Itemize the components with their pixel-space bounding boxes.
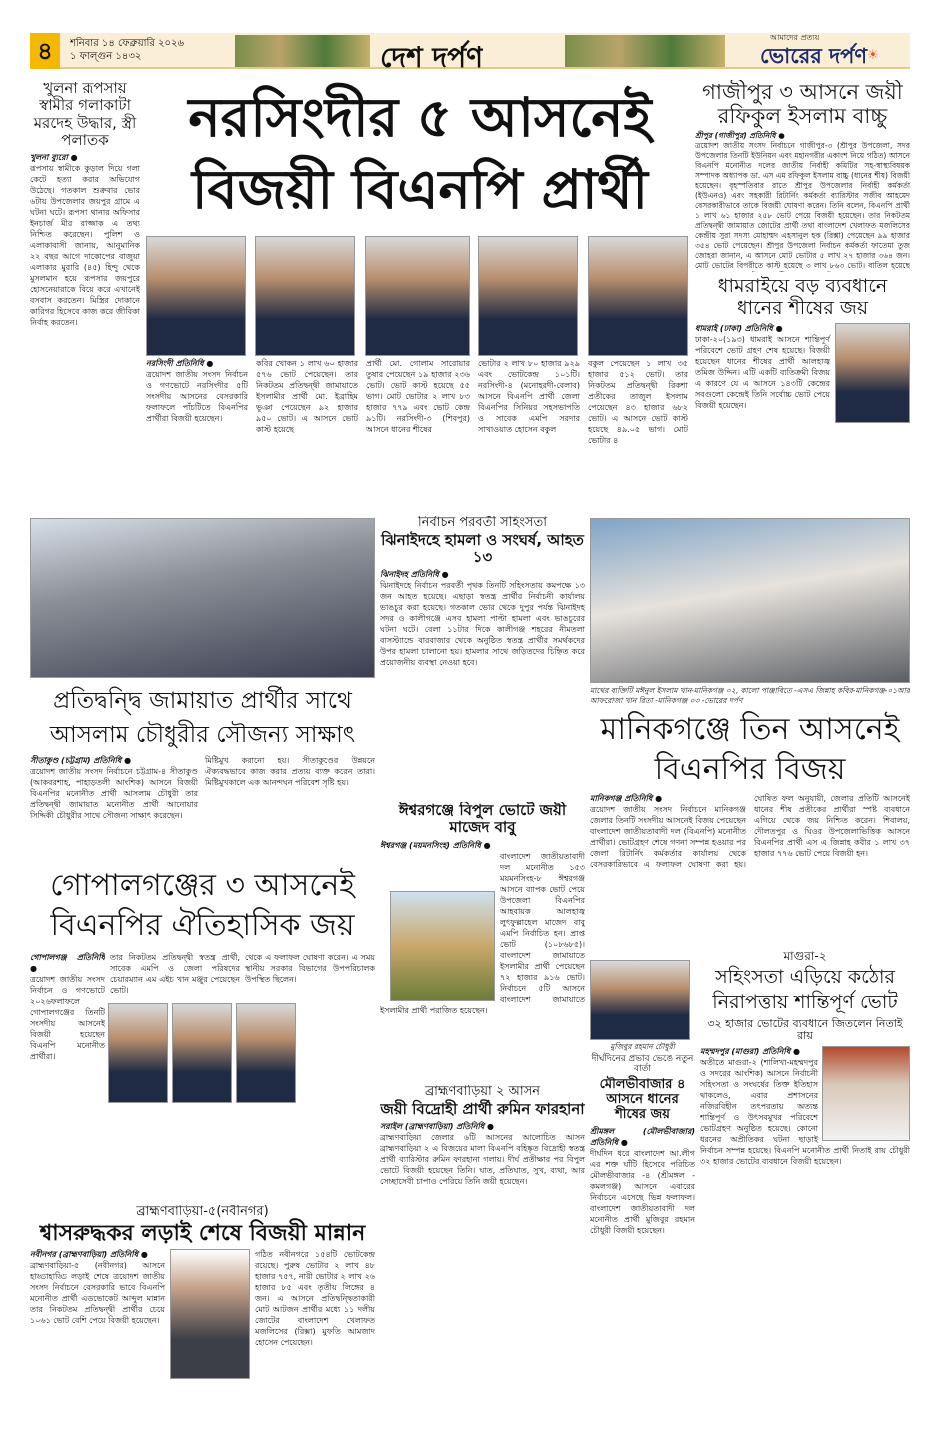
article-body: ত্রয়োদশ জাতীয় সংসদ নির্বাচনে চট্টগ্রাম-৪ সীতাকুণ্ড (আকবরশাহ, পাহাড়তলী আংশিক) আসনে বিজয়ী বিএনপির মনোনীত প্রার্থী আসলাম চৌধুরী তার প্রতিদ্বন্দ্বী জামায়াত মনোনীত প্রার্থী আনোয়ার সিদ্দিকী চৌধুরীর সাথে সৌজন্য সাক্ষাৎ করেছেন। [30,767,198,820]
jamaat-story [30,684,375,860]
candidate-photo [822,1046,910,1141]
manikganj-article [590,793,910,870]
narsingdi-article-col: ভোটার ২ লাখ ৮০ হাজার ৯২৯ এবং ভোটকেন্দ্র ১০১টি। নরসিংদী-৪ (মনোহরদী-বেলাব) আসনে বিএনপি প্রার্থী জেলা বিএনপির সিনিয়র সহসভাপতি ও সাবেক এমপি সরদার সাখাওয়াত হোসেন বকুল [478,359,580,434]
meeting-photo [30,518,375,678]
ishwarganj-story [380,802,585,1080]
byline: ধামরাই (ঢাকা) প্রতিনিধি ● [695,323,783,333]
jhenaidah-kicker: নির্বাচন পরবর্তী সহিংসতা [417,516,548,530]
moulvibazar-headline: মৌলভীবাজার ৪ আসনে ধানের শীষের জয় [599,1076,686,1122]
jhenaidah-article [380,569,585,668]
newspaper-logo [760,43,879,68]
brahmanbaria2-headline: জয়ী বিদ্রোহী প্রার্থী রুমিন ফারহানা [380,1099,585,1118]
brahmanbaria2-story [380,1085,585,1440]
issue-date [70,37,184,63]
ishwarganj-headline: ঈশ্বরগঞ্জে বিপুল ভোটে জয়ী মাজেদ বাবু [398,802,567,837]
mannan-headline: শ্বাসরুদ্ধকর লড়াই শেষে বিজয়ী মান্নান [39,1220,366,1246]
article-body: ত্রয়োদশ জাতীয় সংসদ নির্বাচনে মানিকগঞ্জ জেলার তিনটি সংসদীয় আসনেই বিজয় পেয়েছেন বাংলাদেশ জাতীয়তাবাদী দল (বিএনপি) মনোনীত প্রার্থীরা। ভোটগ্রহণ শেষে গণনা সম্পন্ন হওয়ার পর জেলা রিটার্নিং কর্মকর্তার কার্যালয় থেকে বেসরকারিভাবে এ ফলাফল ঘোষণা করা হয়। ঘোষিত ফল অনুযায়ী, জেলার প্রতিটি আসনেই ধানের শীষ প্রতীকের প্রার্থীরা স্পষ্ট ব্যবধানে এগিয়ে থেকে জয় নিশ্চিত করেন। শিবালয়, দৌলতপুর ও ঘিওর উপজেলাভিত্তিক আসনে বিএনপির প্রার্থী এস এ জিন্নাহ কবীর ১ লাখ ৩৭ হাজার ৭৭৬ ভোট পেয়ে বিজয়ী হন। [590,794,910,869]
magura-headline: সহিংসতা এড়িয়ে কঠোর নিরাপত্তায় শান্তিপূর্ণ ভোট [712,965,898,1013]
article-body: বাংলাদেশ জাতীয়তাবাদী দল মনোনীত ১৫৩ ময়মনসিংহ-৮ ঈশ্বরগঞ্জ আসনে ব্যাপক ভোট পেয়ে উপজেলা বিএনপির আহবায়ক আলহাজ্ব লুৎফুল্লাহেল মাজেদ বাবু এমপি নির্বাচিত হন। প্রাপ্ত ভোট (১০৮৬৮৫)। বাংলাদেশ জামায়াতে ইসলামীর প্রার্থী পেয়েছেন ৭২ হাজার ৯১৬ ভোট। নির্বাচনে ৫টি আসনে বাংলাদেশ জামায়াতে ইসলামীর প্রার্থী পরাজিত হয়েছেন। [380,851,585,1015]
jamaat-article-col [30,755,198,821]
headline-line: গোপালগঞ্জের ৩ আসনেই [50,868,355,903]
narsingdi-article-col: প্রার্থী মো. গোলাম সারোয়ার তুষার পেয়েছেন ১৯ হাজার ২৩৬ ভোট। ভোট কাস্ট হয়েছে ৫৫ ভাগ। মোট ভোটার ২ লাখ ৮৩ হাজার ৭৭৯ এবং ভোট কেন্দ্র ৯১টি। নরসিংদী-৩ (শিবপুর) আসনে ধানের শীষের [366,359,470,434]
byline: নরসিংদী প্রতিনিধি ● [146,359,214,368]
magura-subhead: ৩২ হাজার ভোটের ব্যবধানে জিতলেন নিতাই রায় [707,1016,903,1043]
mannan-article-col: গঠিত নবীনগরে ১৫৪টি ভোটকেন্দ্র রয়েছে। পুরুষ ভোটার ২ লাখ ৪৮ হাজার ৭৫৭, নারী ভোটার ২ লাখ ২৬ হাজার ৮৫ এবং তৃতীয় লিঙ্গের ৪ জন। এ আসনে প্রতিদ্বন্দ্বিতাকারী মোট আটজন প্রার্থীর মধ্যে ১১ দলীয় জোটের বাংলাদেশ খেলাফত মজলিসের (রিক্সা) মুফতি আমজাদ হোসেন পেয়েছেন। [255,1250,375,1348]
gopalganj-article-col: তার নিকটতম প্রতিদ্বন্দ্বী স্বতন্ত্র প্রার্থী, সাবেক এমপি ও জেলা পরিষদের চেয়ারম্যান এম এইচ খান মঞ্জুর পেয়েছেন ভোট। [110,953,240,995]
date-gregorian: শনিবার ১৪ ফেব্রুয়ারি ২০২৬ [70,38,185,49]
magura-story [700,950,910,1440]
rally-photo [590,518,910,683]
byline: ঝিনাইদহ প্রতিনিধি ● [380,570,449,580]
header-photo-strip-left [235,35,370,67]
byline: খুলনা ব্যুরো ● [30,153,78,162]
headline-line: বিজয়ী বিএনপি প্রার্থী [192,158,648,221]
sun-icon: ☀ [867,48,879,63]
candidate-photo [170,1249,250,1379]
gopalganj-headline [30,866,375,950]
article-body: ত্রয়োদশ জাতীয় সংসদ নির্বাচনে গাজীপুর-৩ (শ্রীপুর উপজেলা, সদর উপজেলার তিনটি ইউনিয়ন এবং মহানগরীর একাংশ নিয়ে গঠিত) আসনে বিএনপি মনোনীত দলের জাতীয় নির্বাহী কমিটির সহ-স্বাস্থ্যবিষয়ক সম্পাদক অধ্যাপক ডা. এস এম রফিকুল ইসলাম বাচ্চু (ধানের শীষ) বিজয়ী হয়েছেন। বৃহস্পতিবার রাতে শ্রীপুর উপজেলার নির্বাহী কর্মকর্তা (ইউএনও) এবং সহকারী রিটার্নিং কর্মকর্তা ব্যারিস্টার সজীব আহমেদ বেসরকারীভাবে তাকে বিজয়ী ঘোষণা করেন। তিনি বলেন, বিএনপি প্রার্থী ১ লাখ ৬১ হাজার ২৫৮ ভোট পেয়ে বিজয়ী হয়েছেন। তার নিকটতম প্রতিদ্বন্দ্বী জামায়াত জোটের প্রার্থী তথা বাংলাদেশ খেলাফত মজলিসের কেন্দ্রীয় সুরা সদস্য মোহাম্মদ এহসানুল হক (রিক্সা) পেয়েছেন ৯৯ হাজার ৩৫৪ ভোট পেয়েছেন। শ্রীপুর উপজেলা নির্বাচন কর্মকর্তা ফাতেমা তুজ জোহরা জানান, এ আসনে মোট ভোটার ৫ লাখ ২৭ হাজার ৩৬৪ জন। মোট ভোটের বিপরীতে কাস্ট হয়েছে ৩ লাখ ৮৬৩ ভোট। বাতিল হয়েছে [695,141,910,271]
narsingdi-article-col [146,358,248,515]
candidate-photo [365,236,470,356]
magura-article [700,1046,910,1167]
article-body: অতীতে মাগুরা-২ (শালিখা-মহম্মদপুর ও সদরের আংশিক) আসনে নির্বাচনী সহিংসতা ও সংঘর্ষের তিক্ত ইতিহাস থাকলেও, এবার প্রশাসনের নজিরবিহীন তৎপরতায় অত্যন্ত শান্তিপূর্ণ ও উৎসবমুখর পরিবেশে ভোটগ্রহণ অনুষ্ঠিত হয়েছে। কোনো ধরনের অপ্রীতিকর ঘটনা ছাড়াই নির্বাচন সম্পন্ন হয়েছে। বিএনপি মনোনীত প্রার্থী নিতাই রায় চৌধুরী ৩২ হাজার ভোটের ব্যবধানে বিজয়ী হয়েছেন। [700,1058,910,1167]
brahmanbaria2-article [380,1121,585,1187]
header-photo-strip-right [565,35,725,67]
dhamrai-headline: ধামরাইয়ে বড় ব্যবধানে ধানের শীষের জয় [717,276,888,319]
article-body: ব্রাহ্মণবাড়িয়া-৫ (নবীনগর) আসনে হাড্ডাহাড্ডি লড়াই শেষে ত্রয়োদশ জাতীয় সংসদ নির্বাচনে বেসরকারি ভাবে বিএনপি মনোনীত প্রার্থী এডভোকেট আব্দুল মান্নান তার নিকটতম প্রতিদ্বন্দ্বী প্রার্থীর চেয়ে ১০৬১ ভোট বেশি পেয়ে বিজয়ী হয়েছেন। [30,1261,165,1326]
gopalganj-article-col: থেকে এ ফলাফল ঘোষণা করেন। এ সময় স্থানীয় সরকার বিভাগের উপপরিচালক উপস্থিত ছিলেন। [245,953,375,984]
byline: শ্রীপুর (গাজীপুর) প্রতিনিধি ● [695,131,785,141]
jamaat-article-col: মিষ্টিমুখ করানো হয়। সীতাকুণ্ডের উন্নয়নে ঐক্যবদ্ধভাবে কাজ করার প্রত্যয় ব্যক্ত করেন তারা। মিষ্টিমুখকালে এক আনন্দঘন পরিবেশ সৃষ্টি হয়। [205,756,375,787]
jamaat-headline [30,684,375,752]
gazipur-headline: গাজীপুর ৩ আসনে জয়ী রফিকুল ইসলাম বাচ্চু [702,80,903,129]
article-body: ঝিনাইদহে নির্বাচন পরবর্তী পৃথক তিনটি সহিংসতায় কমপক্ষে ১৩ জন আহত হয়েছে। এছাড়া স্বতন্ত্র প্রার্থীর নির্বাচনী কার্যালয় ভাঙচুর করা হয়েছে। গতকাল ভোর থেকে দুপুর পর্যন্ত ঝিনাইদহ সদর ও কালীগঞ্জে এসব হামলা পাল্টা হামলা এবং ভাঙচুরের ঘটনা ঘটে। বেলা ১১টার দিকে কালীগঞ্জ শহরের নীমতলা বাসস্ট্যান্ডে বারবাজার থেকে অনুষ্ঠিত স্বতন্ত্র প্রার্থীর সমর্থকদের উপর হামলা চালানো হয়। হামলার সাথে জড়িতদের চিহ্নিত করে প্রয়োজনীয় ব্যবস্থা নেওয়া হবে। [380,581,585,668]
ishwarganj-article [380,840,585,1016]
article-body: ঢাকা-২০(১৯৩) ধামরাই আসনে শান্তিপূর্ণ পরিবেশে ভোট গ্রহণ শেষ হয়েছে। বিজয়ী হয়েছেন ধানের শীষের প্রার্থী আলহাজ্ব তমিজ উদ্দিন। এটি একটি ব্যতিক্রমী বিজয় এ কারণে যে এ আসনে ১৪৩টি কেন্দ্রের সবগুলো কেন্দ্রেই তিনি সর্বোচ্চ ভোট পেয়ে বিজয়ী হয়েছেন। [695,334,830,410]
manikganj-story [590,686,910,946]
candidate-photo [172,1003,232,1103]
gazipur-story [695,80,910,272]
dhamrai-story [695,276,910,516]
khulna-headline: খুলনা রূপসায় স্বামীর গলাকাটা মরদেহ উদ্ধার, স্ত্রী পলাতক [33,80,137,149]
candidate-photo [108,1003,168,1103]
manikganj-headline [590,710,910,790]
candidate-photo [478,236,578,356]
narsingdi-article-col: কবির খোকন ১ লাখ ৬০ হাজার ৫৭৬ ভোট পেয়েছেন। তার নিকটতম প্রতিদ্বন্দ্বী জামায়াতে ইসলামীর প্রার্থী মো. ইব্রাহিম ভূঞা পেয়েছেন ৯২ হাজার ৯৫০ ভোট। এ আসনে ভোট কাস্ট হয়েছে [256,359,358,434]
byline: নবীনগর (ব্রাহ্মণবাড়িয়া) প্রতিনিধি ● [30,1250,148,1260]
khulna-article [30,152,140,328]
headline-line: নরসিংদীর ৫ আসনেই [188,86,652,149]
logo-tagline: আমাদের প্রত্যয় [770,33,820,42]
moulvibazar-story [590,960,695,1440]
candidate-photo [390,891,495,1001]
byline: শ্রীমঙ্গল (মৌলভীবাজার) প্রতিনিধি ● [590,1126,695,1147]
moulvibazar-article [590,1126,695,1236]
khulna-story [30,80,140,515]
article-body: দীর্ঘদিন ধরে বাংলাদেশ আ.লীগ এর শক্ত ঘাঁটি হিসেবে পরিচিত মৌলভীবাজার -৪ (শ্রীমঙ্গল - কমলগঞ্জ) আসনে এবারের নির্বাচনে এসেছে ভিন্ন ফলাফল। বাংলাদেশ জাতীয়তাবাদী দল মনোনীত প্রার্থী মুজিবুর রহমান চৌধুরী বিজয়ী হয়েছেন। [590,1148,695,1235]
section-title: দেশ দর্পণ [380,41,484,74]
candidate-photo [588,236,688,356]
candidate-photo [255,236,355,356]
byline: সরাইল (ব্রাহ্মণবাড়িয়া) প্রতিনিধি ● [380,1122,495,1132]
date-bengali: ১ ফাল্গুন ১৪৩২ [70,51,142,62]
page-number: ৪ [30,33,60,69]
photo-caption [590,686,910,706]
dhamrai-article [695,323,830,423]
byline: সীতাকুণ্ড (চট্টগ্রাম) প্রতিনিধি ● [30,756,132,765]
moulvibazar-kicker: দীর্ঘদিনের প্রভাব ভেঙে নতুন বার্তা [591,1054,694,1075]
article-body: ব্রাহ্মণবাড়িয়া জেলার ৬টি আসনের আলোচিত আসন ব্রাহ্মণবাড়িয়া ২ এ বিজয়ের মালা বিএনপি বহিষ্কৃত বিদ্রোহী স্বতন্ত্র প্রার্থী ব্যারিস্টার রুমিন ফারহানা গলায়। দীর্ঘ প্রতীক্ষার পর বিপুল ভোটে বিজয়ী হয়েছেন তিনি। ঘাত, প্রতিঘাত, সুখ, ব্যথা, আর সেচ্ছাসেবী চাপাও পেরিয়ে তিনি জয়ী হয়েছেন। [380,1133,585,1187]
byline: ঈশ্বরগঞ্জ (ময়মনসিংহ) প্রতিনিধি ● [380,840,491,850]
mannan-kicker: ব্রাহ্মণবাড়িয়া-৫(নবীনগর) [136,1205,269,1219]
headline-line: বিএনপির ঐতিহাসিক জয় [50,908,355,943]
brahmanbaria2-kicker: ব্রাহ্মণবাড়িয়া ২ আসন [424,1085,541,1099]
jhenaidah-headline: ঝিনাইদহে হামলা ও সংঘর্ষ, আহত ১৩ [381,530,584,567]
magura-kicker: মাগুরা-২ [783,950,827,963]
candidate-photo [835,323,910,423]
logo-text: ভোরের দর্পণ [760,43,868,68]
photo-credit: -ভোরের দর্পণ [701,696,743,705]
narsingdi-article-col: বকুল পেয়েছেন ১ লাখ ৩৫ হাজার ৫১২ ভোট। তার নিকটতম প্রতিদ্বন্দ্বী রিকশা প্রতীকের তাজুল ইসলাম পেয়েছেন ৪৩ হাজার ৬৮২ ভোট। এ আসনে ভোট কাস্ট হয়েছে ৪৯.০৫ ভাগ। মোট ভোটার ৪ [588,359,688,445]
jhenaidah-story [380,516,585,798]
narsingdi-headline [150,82,690,232]
headline-line: আসলাম চৌধুরীর সৌজন্য সাক্ষাৎ [49,722,356,748]
photo-caption: মুজিবুর রহমান চৌধুরী [610,1042,675,1051]
byline: মানিকগঞ্জ প্রতিনিধি ● [590,794,663,803]
gopalganj-article-col [30,952,105,1202]
mannan-story [30,1205,375,1440]
mannan-article-col [30,1249,165,1379]
caption-text: মাথের ব্যক্তিটি মঈনুল ইসলাম খান-মানিকগঞ্জ ০২, কালো পাঞ্জাবিতে -এসএ জিন্নাহ কবির-মানিকগঞ্জ-০১আর আফরোজা খান রিতা -মানিকগঞ্জ ০৩ [590,686,910,705]
article-body: রূপসায় স্বামীকে কুড়াল দিয়ে গলা কেটে হত্যা করার অভিযোগ উঠেছে। গতকাল শুক্রবার ভোর ৬টায় উপজেলার জয়পুর গ্রামে এ ঘটনা ঘটে। রূপসা থানার অফিসার ইনচার্জ মীর রাজ্জাক এ তথ্য নিশ্চিত করেছেন। পুলিশ ও এলাকাবাসী জানায়, আনুমানিক ২২ বছর আগে দাকোপের বাজুয়া এলাকার মুরারি (৪৫) হিন্দু থেকে মুসলমান হয়ে রূপসার জয়পুরে হোসনেয়ারাকে বিয়ে করে এখানেই বসবাস করতেন। মিস্ত্রির দোকানে কারিগর হিসেবে কাজ করে জীবিকা নির্বাহ করতেন। [30,164,140,327]
byline: মহম্মদপুর (মাগুরা) প্রতিনিধি ● [700,1047,800,1057]
headline-line: প্রতিদ্বন্দ্বি জামায়াত প্রার্থীর সাথে [53,688,352,714]
candidate-photo [146,236,246,356]
article-body: ত্রয়োদশ জাতীয় সংসদ নির্বাচন ও গণভোটে নরসিংদীর ৫টি সংসদীয় আসনের বেসরকারি ফলাফলে পাঁচটিতে বিএনপির প্রার্থীরা বিজয়ী হয়েছেন। [146,370,248,423]
gazipur-article [695,131,910,272]
headline-line: বিএনপির বিজয় [654,752,846,787]
headline-line: মানিকগঞ্জে তিন আসনেই [600,712,900,747]
byline: গোপালগঞ্জ প্রতিনিধি ● [30,953,105,973]
candidate-photo [590,960,690,1040]
candidate-photo [236,1003,296,1103]
article-body: ত্রয়োদশ জাতীয় সংসদ নির্বাচন ও গণভোটে ২০২৬ফলাফলে গোপালগঞ্জের তিনটি সংসদীয় আসনেই বিজয়ী হয়েছেন বিএনপি মনোনীত প্রার্থীরা। [30,975,105,1061]
